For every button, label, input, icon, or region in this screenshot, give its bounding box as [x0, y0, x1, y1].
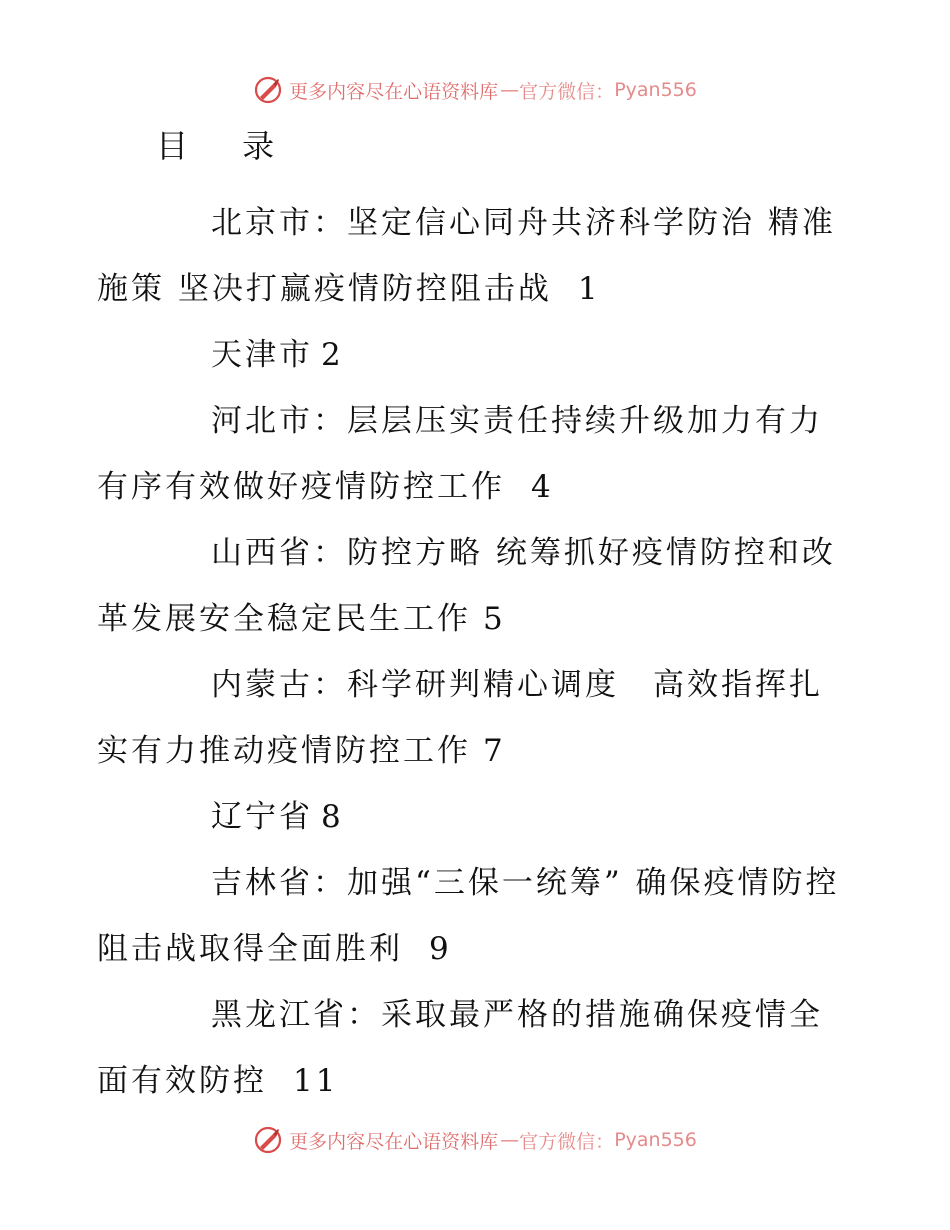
toc-entry-page: 7 [483, 733, 506, 769]
toc-entry[interactable] [97, 850, 842, 982]
toc-entry[interactable] [97, 322, 842, 388]
toc-entry-text: 内蒙古：科学研判精心调度 高效指挥扎实有力推动疫情防控工作 [97, 667, 823, 769]
toc-entry-page: 5 [483, 601, 506, 637]
toc-entry[interactable] [97, 388, 842, 520]
quill-pen-logo-icon [253, 75, 283, 105]
toc-entry-text: 北京市：坚定信心同舟共济科学防治 精准施策 坚决打赢疫情防控阻击战 [97, 205, 836, 307]
toc-entry-page: 8 [321, 799, 344, 835]
toc-entry-text: 吉林省：加强“三保一统筹” 确保疫情防控阻击战取得全面胜利 [97, 865, 840, 967]
toc-entry[interactable] [97, 784, 842, 850]
toc-entry[interactable] [97, 190, 842, 322]
banner-text: 更多内容尽在心语资料库 [289, 80, 499, 103]
toc-entry-page: 1 [577, 271, 601, 307]
toc-entry-page: 11 [293, 1063, 339, 1099]
banner-wechat-id: Pyan556 [614, 1129, 697, 1151]
banner-label: 官方微信： [519, 80, 615, 103]
banner-dash: — [500, 79, 518, 101]
footer-watermark-banner [0, 1118, 950, 1162]
toc-title: 目 录 [156, 127, 297, 165]
toc-entry[interactable] [97, 982, 842, 1114]
banner-text: 更多内容尽在心语资料库 [289, 1130, 499, 1153]
toc-entry-page: 9 [429, 931, 452, 967]
toc-entry-page: 2 [321, 337, 344, 373]
toc-entry[interactable] [97, 652, 842, 784]
quill-pen-logo-icon [253, 1125, 283, 1155]
banner-dash: — [500, 1129, 518, 1151]
toc-list [97, 190, 842, 1114]
toc-entry-text: 河北市：层层压实责任持续升级加力有力有序有效做好疫情防控工作 [97, 403, 823, 505]
header-watermark-banner [0, 68, 950, 112]
banner-wechat-id: Pyan556 [614, 79, 697, 101]
toc-entry-text: 山西省：防控方略 统筹抓好疫情防控和改革发展安全稳定民生工作 [97, 535, 836, 637]
toc-entry-text: 辽宁省 [211, 799, 313, 835]
toc-entry-text: 黑龙江省：采取最严格的措施确保疫情全面有效防控 [97, 997, 823, 1099]
toc-entry-text: 天津市 [211, 337, 313, 373]
toc-entry-page: 4 [531, 469, 554, 505]
banner-label: 官方微信： [519, 1130, 615, 1153]
toc-entry[interactable] [97, 520, 842, 652]
